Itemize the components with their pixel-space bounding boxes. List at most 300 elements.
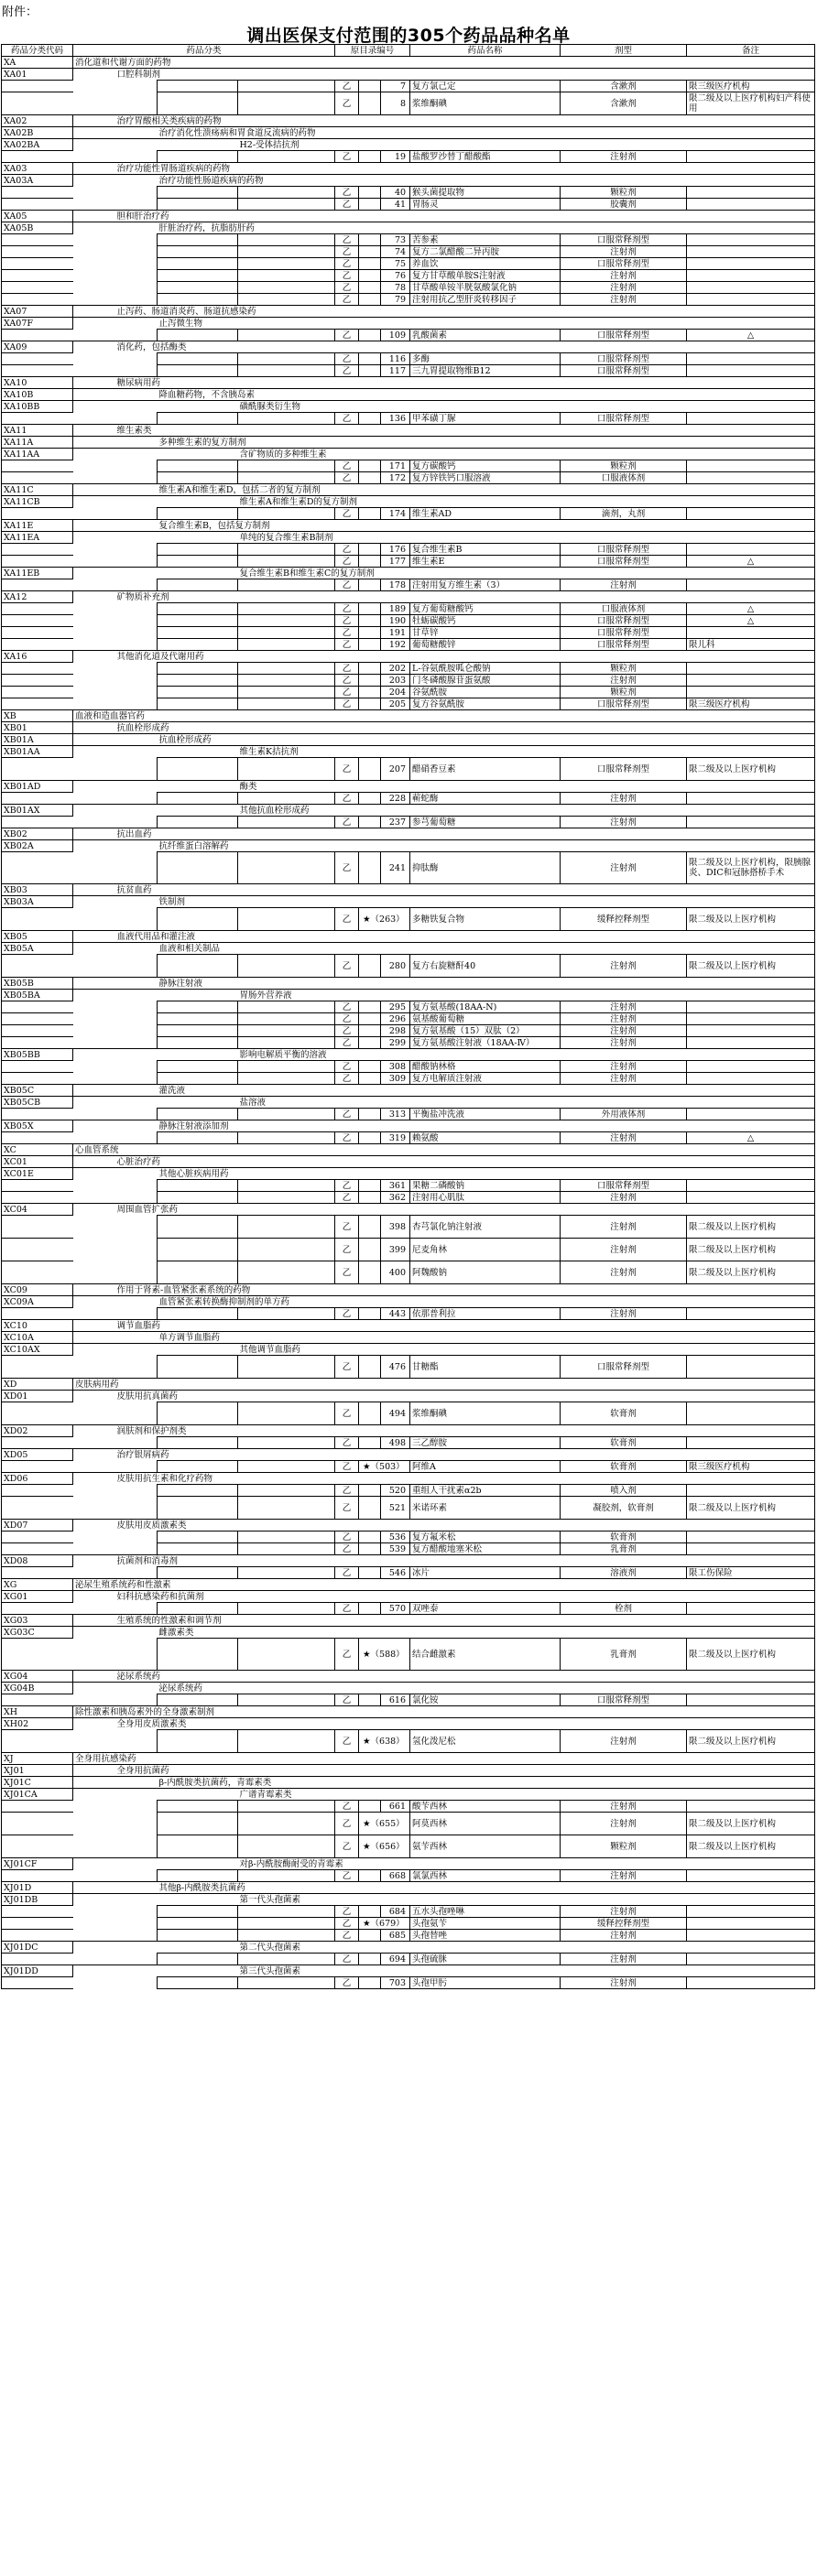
category-code: XJ01C (2, 1777, 73, 1789)
category-row (2, 163, 815, 175)
original-number: 207 (381, 758, 410, 781)
remarks-cell (687, 1356, 815, 1379)
original-number-blank (359, 1261, 381, 1284)
category-row (2, 734, 815, 746)
drug-name: 氯化铵 (410, 1694, 561, 1706)
category-indent (158, 568, 238, 579)
drug-name: 结合雌激素 (410, 1639, 561, 1671)
grade-cell: 乙 (335, 508, 359, 520)
category-indent (158, 627, 238, 639)
category-code: XA12 (2, 591, 73, 603)
category-indent (73, 1239, 115, 1261)
dosage-form: 口服常释剂型 (561, 1694, 687, 1706)
category-indent (73, 1543, 115, 1555)
category-label: 静脉注射液添加剂 (158, 1120, 687, 1132)
remarks-cell (687, 1013, 815, 1025)
category-indent (238, 1437, 335, 1449)
category-indent (115, 401, 158, 413)
category-row (2, 211, 815, 222)
drug-row (2, 151, 815, 163)
category-code: XA10B (2, 389, 73, 401)
original-number-blank (359, 1977, 381, 1989)
category-code: XA01 (2, 69, 73, 81)
category-indent (115, 1801, 158, 1813)
original-number-blank (359, 817, 381, 828)
category-indent (115, 1930, 158, 1942)
remarks-cell (687, 1437, 815, 1449)
category-label: 生殖系统的性激素和调节剂 (115, 1615, 687, 1627)
code-cell (2, 1543, 73, 1555)
original-number: 539 (381, 1543, 410, 1555)
remarks-cell (687, 1906, 815, 1918)
category-label: 血液代用品和灌注液 (115, 931, 687, 943)
category-row (2, 1144, 815, 1156)
drug-name: 氢化泼尼松 (410, 1730, 561, 1753)
category-indent (238, 330, 335, 341)
dosage-form: 注射剂 (561, 1216, 687, 1239)
category-code: XD01 (2, 1391, 73, 1402)
remarks-cell (687, 318, 815, 330)
dosage-form: 乳膏剂 (561, 1543, 687, 1555)
original-number: 298 (381, 1025, 410, 1037)
category-indent (158, 1497, 238, 1520)
category-row (2, 1204, 815, 1216)
category-indent (73, 1858, 115, 1870)
remarks-cell (687, 710, 815, 722)
category-code: XB01A (2, 734, 73, 746)
category-row (2, 781, 815, 793)
remarks-cell (687, 1753, 815, 1765)
dosage-form: 注射剂 (561, 1261, 687, 1284)
original-number: 191 (381, 627, 410, 639)
category-indent (73, 306, 115, 318)
remarks-cell (687, 1965, 815, 1977)
category-indent (73, 1930, 115, 1942)
category-indent (115, 365, 158, 377)
original-number: 398 (381, 1216, 410, 1239)
category-indent (73, 330, 115, 341)
original-number-blank (359, 1603, 381, 1615)
grade-cell: 乙 (335, 187, 359, 199)
original-number: 117 (381, 365, 410, 377)
code-cell (2, 460, 73, 472)
category-code: XA10 (2, 377, 73, 389)
remarks-cell: 限二级及以上医疗机构 (687, 908, 815, 931)
category-indent (115, 92, 158, 115)
drug-name: 复方氨基酸（15）双肽（2） (410, 1025, 561, 1037)
drug-row (2, 1813, 815, 1835)
remarks-cell (687, 425, 815, 437)
category-indent (115, 294, 158, 306)
original-number: 521 (381, 1497, 410, 1520)
category-indent (73, 955, 115, 978)
original-number: 546 (381, 1567, 410, 1579)
remarks-cell (687, 401, 815, 413)
dosage-form: 含漱剂 (561, 81, 687, 92)
category-indent (158, 199, 238, 211)
category-code: XA11EA (2, 532, 73, 544)
remarks-cell (687, 437, 815, 449)
original-number: 41 (381, 199, 410, 211)
dosage-form: 注射剂 (561, 1025, 687, 1037)
grade-cell: 乙 (335, 603, 359, 615)
drug-name: 复方电解质注射液 (410, 1073, 561, 1085)
category-indent (73, 884, 115, 896)
original-number: ★（679） (359, 1918, 410, 1930)
drug-name: 复方二氯醋酸二异丙胺 (410, 246, 561, 258)
drug-row (2, 1001, 815, 1013)
remarks-cell (687, 1520, 815, 1532)
category-indent (115, 1085, 158, 1097)
grade-cell: 乙 (335, 1801, 359, 1813)
category-row (2, 1379, 815, 1391)
original-number: 295 (381, 1001, 410, 1013)
original-number-blank (359, 151, 381, 163)
grade-cell: 乙 (335, 639, 359, 651)
category-indent (115, 805, 158, 817)
category-code: XB03A (2, 896, 73, 908)
original-number-blank (359, 615, 381, 627)
drug-name: 牡蛎碳酸钙 (410, 615, 561, 627)
remarks-cell: 限二级及以上医疗机构 (687, 1261, 815, 1284)
code-cell (2, 1437, 73, 1449)
category-indent (73, 1332, 115, 1344)
drug-name: 酸苄西林 (410, 1801, 561, 1813)
category-indent (158, 1001, 238, 1013)
original-number: 313 (381, 1109, 410, 1120)
original-number-blank (359, 1001, 381, 1013)
category-indent (73, 1049, 115, 1061)
category-label: 胃肠外营养液 (238, 990, 687, 1001)
category-indent (73, 1870, 115, 1882)
drug-row (2, 544, 815, 556)
category-indent (73, 579, 115, 591)
category-indent (238, 1261, 335, 1284)
category-row (2, 884, 815, 896)
original-number-blank (359, 603, 381, 615)
category-indent (73, 81, 115, 92)
remarks-cell (687, 1918, 815, 1930)
remarks-cell (687, 781, 815, 793)
original-number: 172 (381, 472, 410, 484)
category-indent (73, 1284, 115, 1296)
drug-name: 甘草锌 (410, 627, 561, 639)
category-row (2, 1085, 815, 1097)
original-number-blank (359, 1037, 381, 1049)
original-number-blank (359, 1216, 381, 1239)
category-code: XB02A (2, 840, 73, 852)
category-indent (158, 353, 238, 365)
category-indent (73, 1296, 115, 1308)
remarks-cell (687, 978, 815, 990)
category-code: XB05C (2, 1085, 73, 1097)
category-indent (115, 460, 158, 472)
dosage-form: 注射剂 (561, 817, 687, 828)
category-indent (238, 187, 335, 199)
dosage-form: 注射剂 (561, 1308, 687, 1320)
remarks-cell (687, 1308, 815, 1320)
category-indent (73, 294, 115, 306)
remarks-cell (687, 1858, 815, 1870)
drug-name: 复方葡萄糖酸钙 (410, 603, 561, 615)
original-number-blank (359, 663, 381, 675)
category-indent (73, 413, 115, 425)
remarks-cell (687, 1683, 815, 1694)
grade-cell: 乙 (335, 1497, 359, 1520)
category-row (2, 710, 815, 722)
drug-row (2, 460, 815, 472)
original-number: ★（638） (359, 1730, 410, 1753)
drug-row (2, 1906, 815, 1918)
category-indent (73, 1192, 115, 1204)
original-number-blank (359, 234, 381, 246)
category-indent (73, 1109, 115, 1120)
category-code: XD02 (2, 1425, 73, 1437)
dosage-form: 注射剂 (561, 246, 687, 258)
dosage-form: 注射剂 (561, 270, 687, 282)
remarks-cell (687, 1284, 815, 1296)
category-indent (158, 81, 238, 92)
category-indent (73, 1882, 115, 1894)
category-code: XA02B (2, 127, 73, 139)
code-cell (2, 1001, 73, 1013)
category-indent (73, 187, 115, 199)
remarks-cell (687, 127, 815, 139)
category-indent (115, 1858, 158, 1870)
code-cell (2, 1025, 73, 1037)
category-label: 盐溶液 (238, 1097, 687, 1109)
category-row (2, 222, 815, 234)
original-number: 190 (381, 615, 410, 627)
category-label: 维生素A和维生素D的复方制剂 (238, 496, 687, 508)
drug-row (2, 627, 815, 639)
category-code: XJ01DD (2, 1965, 73, 1977)
remarks-cell (687, 353, 815, 365)
original-number-blank (359, 353, 381, 365)
drug-row (2, 955, 815, 978)
category-row (2, 1894, 815, 1906)
dosage-form: 注射剂 (561, 1013, 687, 1025)
remarks-cell (687, 496, 815, 508)
category-indent (73, 353, 115, 365)
grade-cell: 乙 (335, 1356, 359, 1379)
drug-row (2, 258, 815, 270)
category-indent (73, 1061, 115, 1073)
remarks-cell (687, 1320, 815, 1332)
attachment-label: 附件： (2, 5, 38, 19)
drug-name: 猴头菌提取物 (410, 187, 561, 199)
code-cell (2, 579, 73, 591)
original-number: 299 (381, 1037, 410, 1049)
category-code: XD06 (2, 1473, 73, 1485)
original-number: ★（263） (359, 908, 410, 931)
category-indent (73, 1037, 115, 1049)
category-indent (158, 1437, 238, 1449)
category-indent (238, 365, 335, 377)
code-cell (2, 603, 73, 615)
remarks-cell: △ (687, 603, 815, 615)
category-label: 抗纤维蛋白溶解药 (158, 840, 687, 852)
category-indent (158, 365, 238, 377)
drug-row (2, 1954, 815, 1965)
category-indent (73, 1180, 115, 1192)
original-number: 205 (381, 698, 410, 710)
remarks-cell: 限二级及以上医疗机构 (687, 1239, 815, 1261)
remarks-cell (687, 805, 815, 817)
category-indent (73, 1835, 115, 1858)
category-indent (73, 92, 115, 115)
category-indent (238, 1109, 335, 1120)
original-number: 361 (381, 1180, 410, 1192)
category-code: XC10AX (2, 1344, 73, 1356)
grade-cell: 乙 (335, 353, 359, 365)
category-indent (238, 758, 335, 781)
drug-name: 维生素AD (410, 508, 561, 520)
code-cell (2, 544, 73, 556)
grade-cell: 乙 (335, 1061, 359, 1073)
remarks-cell (687, 246, 815, 258)
category-indent (158, 1639, 238, 1671)
original-number-blank (359, 246, 381, 258)
dosage-form: 注射剂 (561, 1192, 687, 1204)
category-indent (238, 955, 335, 978)
category-indent (73, 1532, 115, 1543)
category-indent (238, 270, 335, 282)
grade-cell: 乙 (335, 1109, 359, 1120)
category-indent (73, 508, 115, 520)
original-number-blank (359, 627, 381, 639)
category-indent (73, 520, 115, 532)
code-cell (2, 270, 73, 282)
drug-row (2, 1694, 815, 1706)
category-label: 泌尿系统药 (115, 1671, 687, 1683)
category-label: 抗出血药 (115, 828, 687, 840)
category-indent (158, 1906, 238, 1918)
remarks-cell (687, 1144, 815, 1156)
dosage-form: 注射剂 (561, 1061, 687, 1073)
category-indent (238, 199, 335, 211)
original-number: 178 (381, 579, 410, 591)
category-label: 口腔科制剂 (115, 69, 687, 81)
grade-cell: 乙 (335, 1308, 359, 1320)
category-indent (238, 1239, 335, 1261)
original-number-blank (359, 508, 381, 520)
category-indent (73, 931, 115, 943)
category-code: XB05A (2, 943, 73, 955)
header-category: 药品分类 (73, 45, 335, 57)
remarks-cell (687, 270, 815, 282)
dosage-form: 颗粒剂 (561, 687, 687, 698)
drug-name: 阿魏酸钠 (410, 1261, 561, 1284)
original-number-blank (359, 199, 381, 211)
category-indent (238, 1870, 335, 1882)
category-label: β-内酰胺类抗菌药，青霉素类 (158, 1777, 687, 1789)
category-indent (238, 1813, 335, 1835)
category-code: XB05CB (2, 1097, 73, 1109)
category-code: XJ01DC (2, 1942, 73, 1954)
category-indent (73, 127, 115, 139)
original-number-blank (359, 472, 381, 484)
category-row (2, 1615, 815, 1627)
drug-row (2, 270, 815, 282)
remarks-cell (687, 1671, 815, 1683)
remarks-cell: 限二级及以上医疗机构 (687, 1216, 815, 1239)
drug-name: 阿维A (410, 1461, 561, 1473)
original-number-blank (359, 1485, 381, 1497)
category-row (2, 437, 815, 449)
remarks-cell (687, 1718, 815, 1730)
dosage-form: 口服常释剂型 (561, 639, 687, 651)
category-code: XB05B (2, 978, 73, 990)
category-row (2, 990, 815, 1001)
original-number: 319 (381, 1132, 410, 1144)
drug-row (2, 687, 815, 698)
remarks-cell (687, 151, 815, 163)
drug-row (2, 1918, 815, 1930)
category-label: 治疗银屑病药 (115, 1449, 687, 1461)
category-label: 治疗功能性胃肠道疾病的药物 (115, 163, 687, 175)
category-indent (238, 1954, 335, 1965)
remarks-cell (687, 1180, 815, 1192)
category-indent (115, 413, 158, 425)
original-number: 668 (381, 1870, 410, 1882)
category-indent (238, 353, 335, 365)
dosage-form: 栓剂 (561, 1603, 687, 1615)
code-cell (2, 1870, 73, 1882)
category-indent (238, 1930, 335, 1942)
drug-name: 甲苯磺丁脲 (410, 413, 561, 425)
original-number: 40 (381, 187, 410, 199)
grade-cell: 乙 (335, 1639, 359, 1671)
original-number: 494 (381, 1402, 410, 1425)
category-row (2, 651, 815, 663)
category-code: XG01 (2, 1591, 73, 1603)
category-code: XA11C (2, 484, 73, 496)
original-number: 476 (381, 1356, 410, 1379)
category-label: 广谱青霉素类 (238, 1789, 687, 1801)
grade-cell: 乙 (335, 1485, 359, 1497)
category-indent (115, 532, 158, 544)
category-code: XA05B (2, 222, 73, 234)
category-code: XG03 (2, 1615, 73, 1627)
category-indent (158, 413, 238, 425)
original-number-blank (359, 1801, 381, 1813)
remarks-cell (687, 163, 815, 175)
remarks-cell (687, 69, 815, 81)
category-code: XA11 (2, 425, 73, 437)
drug-row (2, 1109, 815, 1120)
dosage-form: 口服常释剂型 (561, 1180, 687, 1192)
drug-name: 氯氯西林 (410, 1870, 561, 1882)
category-indent (115, 1639, 158, 1671)
category-label: 止泻药、肠道消炎药、肠道抗感染药 (115, 306, 687, 318)
drug-name: 复方氨基酸(18AA-N) (410, 1001, 561, 1013)
dosage-form: 颗粒剂 (561, 187, 687, 199)
category-row (2, 496, 815, 508)
category-row (2, 978, 815, 990)
code-cell (2, 413, 73, 425)
drug-row (2, 1801, 815, 1813)
grade-cell: 乙 (335, 1532, 359, 1543)
category-indent (158, 1356, 238, 1379)
category-indent (73, 151, 115, 163)
category-label: 妇科抗感染药和抗菌剂 (115, 1591, 687, 1603)
category-row (2, 1555, 815, 1567)
category-row (2, 805, 815, 817)
category-label: 铁制剂 (158, 896, 687, 908)
grade-cell: 乙 (335, 270, 359, 282)
dosage-form: 软膏剂 (561, 1532, 687, 1543)
